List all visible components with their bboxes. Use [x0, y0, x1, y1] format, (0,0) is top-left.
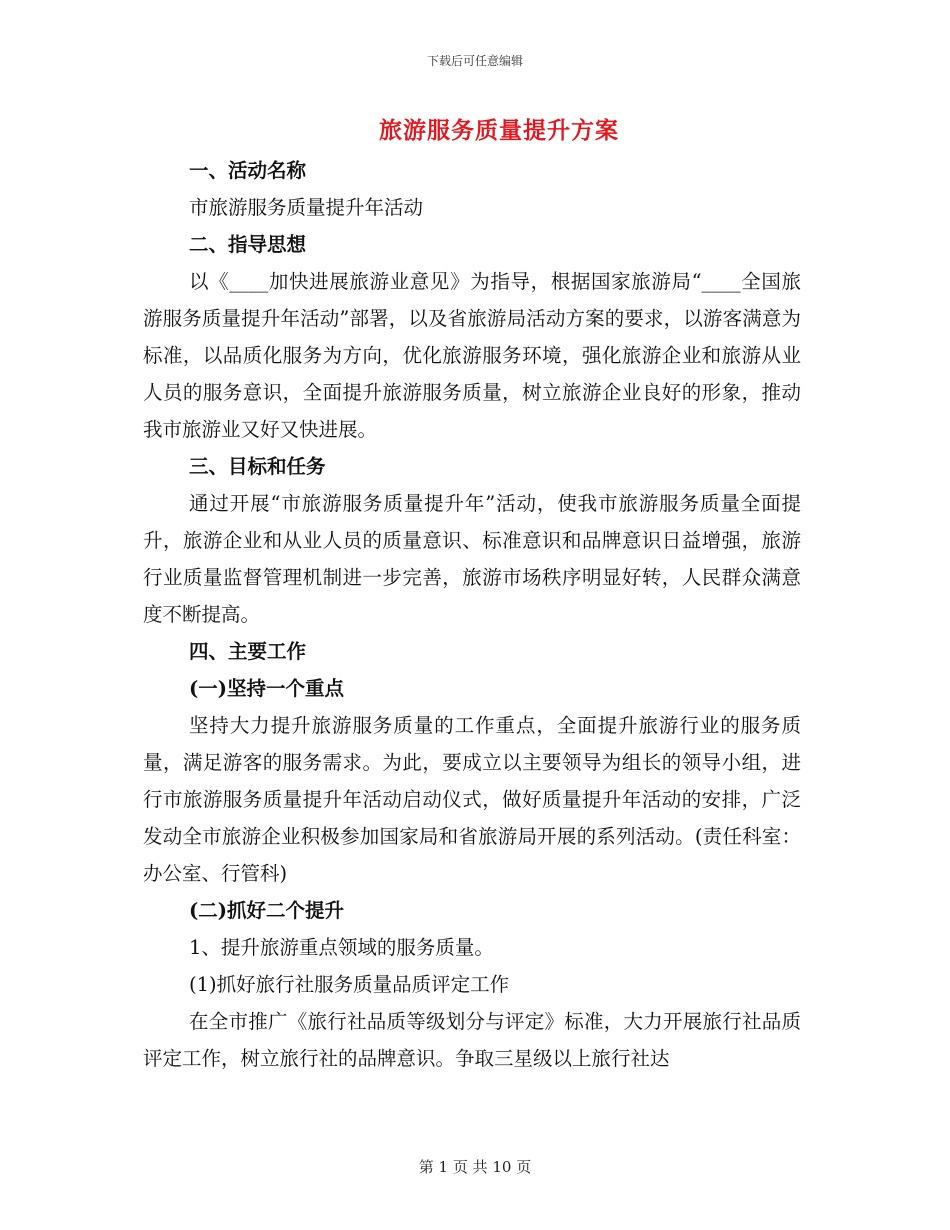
section-4-sub-1-body: 坚持大力提升旅游服务质量的工作重点，全面提升旅游行业的服务质量，满足游客的服务需求。为此，要成立以主要领导为组长的领导小组，进行市旅游服务质量提升年活动启动仪式，做好质量提升年活动的安排，广泛发动全市旅游企业积极参加国家局和省旅游局开展的系列活动。(责任科室：办公室、行管科) [143, 714, 801, 885]
header-note: 下载后可任意编辑 [426, 54, 523, 68]
section-4-sub-2-item-1: 1、提升旅游重点领域的服务质量。 [189, 936, 494, 959]
section-4-sub-1-heading: (一)坚持一个重点 [189, 677, 344, 700]
section-1-heading: 一、活动名称 [189, 159, 307, 182]
section-4-sub-2-heading: (二)抓好二个提升 [189, 899, 344, 922]
document-title: 旅游服务质量提升方案 [379, 117, 619, 144]
section-2-body: 以《____加快进展旅游业意见》为指导，根据国家旅游局“____全国旅游服务质量提升年活动”部署，以及省旅游局活动方案的要求，以游客满意为标准，以品质化服务为方向，优化旅游服务环境，强化旅游企业和旅游从业人员的服务意识，全面提升旅游服务质量，树立旅游企业良好的形象，推动我市旅游业又好又快进展。 [143, 270, 801, 441]
section-2-heading: 二、指导思想 [189, 233, 307, 256]
page-footer: 第 1 页 共 10 页 [418, 1158, 532, 1176]
section-4-sub-2-item-1-1: (1)抓好旅行社服务质量品质评定工作 [189, 973, 510, 996]
section-4-sub-2-item-1-1-body: 在全市推广《旅行社品质等级划分与评定》标准，大力开展旅行社品质评定工作，树立旅行社的品牌意识。争取三星级以上旅行社达 [143, 1010, 801, 1070]
section-1-body: 市旅游服务质量提升年活动 [189, 196, 424, 219]
document-body [143, 152, 801, 1077]
section-3-body: 通过开展“市旅游服务质量提升年”活动，使我市旅游服务质量全面提升，旅游企业和从业人员的质量意识、标准意识和品牌意识日益增强，旅游行业质量监督管理机制进一步完善，旅游市场秩序明显好转，人民群众满意度不断提高。 [143, 492, 801, 626]
section-4-heading: 四、主要工作 [189, 640, 307, 663]
section-3-heading: 三、目标和任务 [189, 455, 326, 478]
